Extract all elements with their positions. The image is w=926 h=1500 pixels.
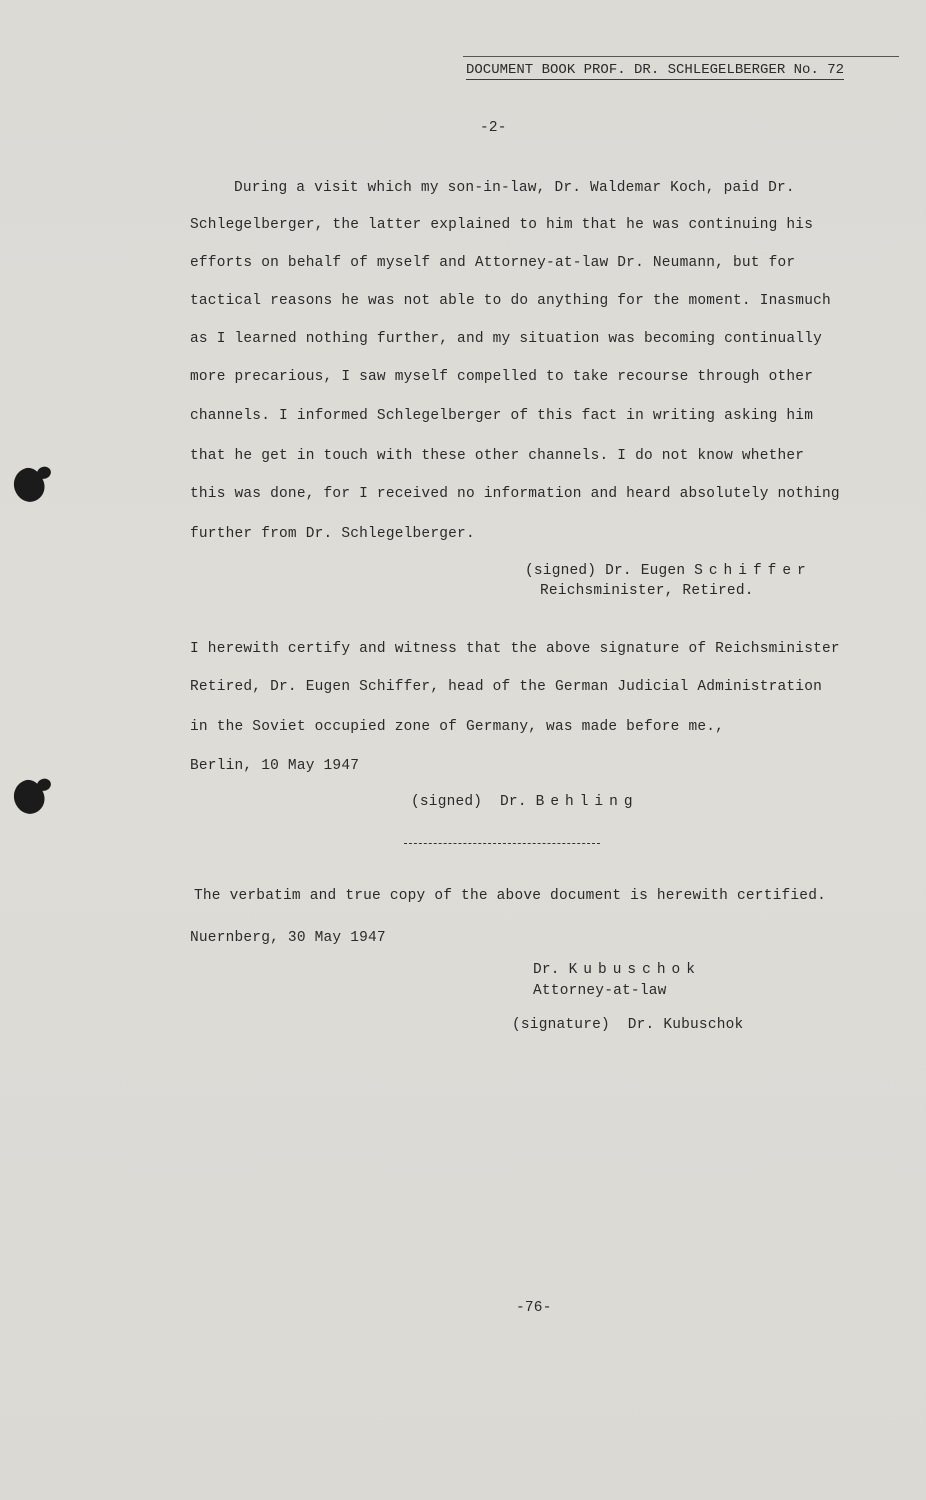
copy-certification-text: The verbatim and true copy of the above document is herewith certified.	[194, 888, 827, 904]
signatory-title: Reichsminister, Retired.	[540, 583, 754, 599]
body-line: Schlegelberger, the latter explained to him that he was continuing his	[190, 217, 814, 233]
punch-hole-mark	[9, 776, 48, 818]
signature-prefix: (signed) Dr. Eugen	[525, 563, 695, 579]
body-line: more precarious, I saw myself compelled to take recourse through other	[190, 369, 814, 385]
attorney-surname: Kubuschok	[568, 962, 701, 978]
punch-hole-mark	[9, 464, 48, 506]
signature-behling	[411, 794, 639, 810]
attorney-prefix: Dr.	[533, 962, 569, 978]
certification-line: in the Soviet occupied zone of Germany, was made before me.,	[190, 719, 725, 735]
body-line: further from Dr. Schlegelberger.	[190, 526, 475, 542]
place-date-berlin: Berlin, 10 May 1947	[190, 758, 360, 774]
document-reference: DOCUMENT BOOK PROF. DR. SCHLEGELBERGER No. 72	[466, 62, 845, 78]
body-line: tactical reasons he was not able to do anything for the moment. Inasmuch	[190, 293, 831, 309]
signature-schiffer	[525, 563, 812, 579]
certification-line: I herewith certify and witness that the above signature of Reichsminister	[190, 641, 840, 657]
signatory-name: Behling	[535, 794, 639, 810]
body-line: channels. I informed Schlegelberger of this fact in writing asking him	[190, 408, 814, 424]
certification-line: Retired, Dr. Eugen Schiffer, head of the German Judicial Administration	[190, 679, 823, 695]
header-top-rule	[463, 56, 899, 57]
attorney-signature: (signature) Dr. Kubuschok	[512, 1017, 744, 1033]
separator-rule	[404, 843, 600, 844]
attorney-name	[533, 962, 701, 978]
body-line: this was done, for I received no information and heard absolutely nothing	[190, 486, 840, 502]
body-line: that he get in touch with these other channels. I do not know whether	[190, 448, 805, 464]
body-line: as I learned nothing further, and my situation was becoming continually	[190, 331, 823, 347]
body-line: During a visit which my son-in-law, Dr. Waldemar Koch, paid Dr.	[234, 180, 795, 196]
body-line: efforts on behalf of myself and Attorney-at-law Dr. Neumann, but for	[190, 255, 796, 271]
signature-prefix: (signed) Dr.	[411, 794, 536, 810]
signatory-name: Schiffer	[694, 563, 812, 579]
page-marker: -2-	[480, 120, 507, 136]
place-date-nuernberg: Nuernberg, 30 May 1947	[190, 930, 386, 946]
attorney-title: Attorney-at-law	[533, 983, 667, 999]
page-number: -76-	[516, 1300, 552, 1316]
